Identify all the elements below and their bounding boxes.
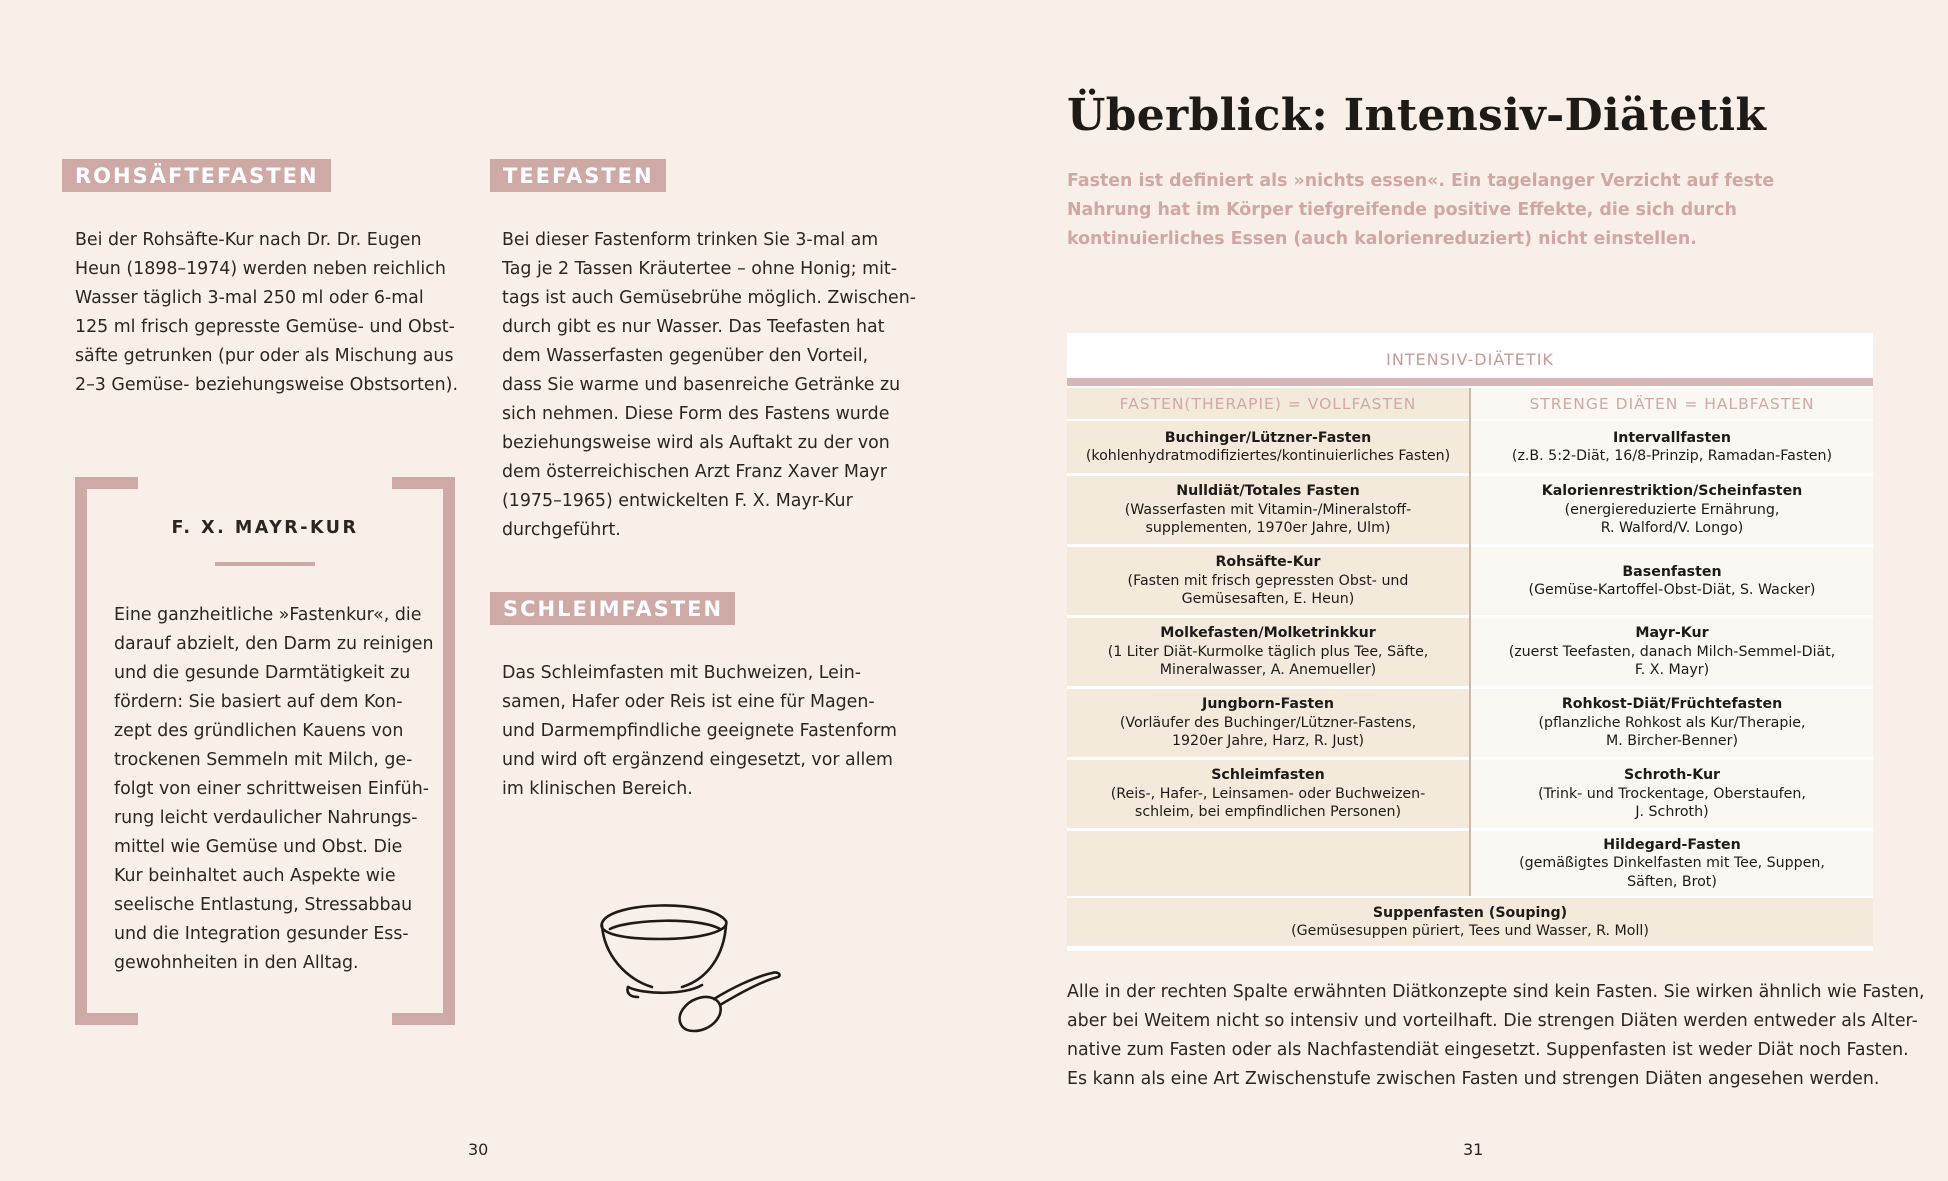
intensiv-diaetetik-table <box>1067 333 1873 951</box>
table-cell-left <box>1067 689 1469 757</box>
column-divider <box>1469 388 1471 896</box>
cell-subtitle: (1 Liter Diät-Kurmolke täglich plus Tee, Säfte, <box>1107 643 1429 660</box>
text-line: native zum Fasten oder als Nachfastendiät eingesetzt. Suppenfasten ist weder Diät noch Fasten. <box>1067 1040 1909 1060</box>
text-line: Tag je 2 Tassen Kräutertee – ohne Honig; mit- <box>502 259 898 279</box>
text-line: sich nehmen. Diese Form des Fastens wurde <box>502 404 890 424</box>
cell-subtitle: (gemäßigtes Dinkelfasten mit Tee, Suppen, <box>1519 855 1825 872</box>
section-label-rohsaeftefasten: ROHSÄFTEFASTEN <box>62 159 331 192</box>
text-line: und die Integration gesunder Ess- <box>114 924 409 944</box>
cell-title: Intervallfasten <box>1612 429 1732 446</box>
cell-subtitle: Mineralwasser, A. Anemueller) <box>1159 662 1377 679</box>
text-line: und wird oft ergänzend eingesetzt, vor allem <box>502 750 894 770</box>
page-number-left: 30 <box>468 1140 489 1159</box>
table-cell-right <box>1471 421 1873 473</box>
table-cell-right <box>1471 831 1873 896</box>
text-line: (1975–1965) entwickelten F. X. Mayr-Kur <box>502 491 853 511</box>
cell-subtitle: (z.B. 5:2-Diät, 16/8-Prinzip, Ramadan-Fasten) <box>1511 448 1833 464</box>
text-line: säfte getrunken (pur oder als Mischung aus <box>75 346 454 366</box>
page-title: Überblick: Intensiv-Diätetik <box>1067 90 1767 141</box>
cell-title: Nulldiät/Totales Fasten <box>1176 483 1360 500</box>
cell-subtitle: schleim, bei empfindlichen Personen) <box>1134 804 1402 821</box>
text-line: und die gesunde Darmtätigkeit zu <box>114 663 411 683</box>
text-line: gewohnheiten in den Alltag. <box>114 953 359 973</box>
mayr-kur-box <box>75 477 455 1025</box>
cell-subtitle: M. Bircher-Benner) <box>1605 733 1739 750</box>
cell-subtitle: (Gemüse-Kartoffel-Obst-Diät, S. Wacker) <box>1528 582 1816 598</box>
right-page <box>974 0 1948 1181</box>
table-cell-right <box>1471 618 1873 686</box>
left-bracket-top <box>75 477 138 489</box>
mayr-kur-title-underline <box>215 562 315 566</box>
column-header-vollfasten: FASTEN(THERAPIE) = VOLLFASTEN <box>1067 388 1469 419</box>
cell-subtitle: (Wasserfasten mit Vitamin-/Mineralstoff- <box>1124 501 1412 518</box>
cell-title: Rohkost-Diät/Früchtefasten <box>1561 696 1783 713</box>
text-line: beziehungsweise wird als Auftakt zu der von <box>502 433 890 453</box>
cell-title: Mayr-Kur <box>1635 625 1709 642</box>
text-line: folgt von einer schrittweisen Einfüh- <box>114 779 430 799</box>
table-cell-right <box>1471 547 1873 615</box>
table-cell-left <box>1067 421 1469 473</box>
text-line: 125 ml frisch gepresste Gemüse- und Obst- <box>75 317 455 337</box>
cell-title: Rohsäfte-Kur <box>1215 554 1321 571</box>
text-line: Fasten ist definiert als »nichts essen«. Ein tagelanger Verzicht auf feste <box>1067 171 1775 191</box>
cell-title: Suppenfasten (Souping) <box>1372 904 1568 921</box>
cell-subtitle: J. Schroth) <box>1635 804 1709 821</box>
section-label-teefasten: TEEFASTEN <box>490 159 666 192</box>
bowl-and-spoon-illustration <box>590 895 790 1040</box>
text-line: tags ist auch Gemüsebrühe möglich. Zwischen- <box>502 288 917 308</box>
cell-subtitle: (Reis-, Hafer-, Leinsamen- oder Buchweizen- <box>1110 785 1426 802</box>
text-line: rung leicht verdaulicher Nahrungs- <box>114 808 418 828</box>
cell-subtitle: (Fasten mit frisch gepressten Obst- und <box>1127 572 1409 589</box>
text-line: mittel wie Gemüse und Obst. Die <box>114 837 403 857</box>
section-label-schleimfasten: SCHLEIMFASTEN <box>490 592 735 625</box>
cell-subtitle: (Vorläufer des Buchinger/Lützner-Fastens, <box>1119 714 1417 731</box>
table-cell-right <box>1471 689 1873 757</box>
cell-subtitle: R. Walford/V. Longo) <box>1600 520 1744 537</box>
text-line: seelische Entlastung, Stressabbau <box>114 895 413 915</box>
table-cell-left <box>1067 547 1469 615</box>
cell-title: Buchinger/Lützner-Fasten <box>1164 429 1372 446</box>
mayr-kur-title: F. X. MAYR-KUR <box>171 518 359 538</box>
table-cell-left <box>1067 760 1469 828</box>
table-cell-left <box>1067 618 1469 686</box>
cell-subtitle: (Gemüsesuppen püriert, Tees und Wasser, R. Moll) <box>1291 923 1649 939</box>
text-line: Bei der Rohsäfte-Kur nach Dr. Dr. Eugen <box>75 230 422 250</box>
text-line: Alle in der rechten Spalte erwähnten Diätkonzepte sind kein Fasten. Sie wirken ähnlich wie Fasten, <box>1067 982 1925 1002</box>
table-cell-right <box>1471 476 1873 544</box>
cell-title: Molkefasten/Molketrinkkur <box>1160 625 1376 642</box>
text-line: kontinuierliches Essen (auch kalorienreduziert) nicht einstellen. <box>1067 229 1697 249</box>
text-line: im klinischen Bereich. <box>502 779 693 799</box>
table-cell-left <box>1067 831 1469 896</box>
text-line: trockenen Semmeln mit Milch, ge- <box>114 750 413 770</box>
text-line: Bei dieser Fastenform trinken Sie 3-mal am <box>502 230 879 250</box>
right-bracket-bottom <box>392 1013 455 1025</box>
rohsaefte-text <box>75 226 458 400</box>
text-line: Es kann als eine Art Zwischenstufe zwischen Fasten und strengen Diäten angesehen werden. <box>1067 1069 1880 1089</box>
intro-text <box>1067 167 1774 254</box>
right-bracket-top <box>392 477 455 489</box>
text-line: Nahrung hat im Körper tiefgreifende positive Effekte, die sich durch <box>1067 200 1737 220</box>
cell-title: Jungborn-Fasten <box>1202 696 1334 713</box>
text-line: Eine ganzheitliche »Fastenkur«, die <box>114 605 422 625</box>
text-line: Kur beinhaltet auch Aspekte wie <box>114 866 396 886</box>
text-line: Das Schleimfasten mit Buchweizen, Lein- <box>502 663 861 683</box>
column-header-halbfasten: STRENGE DIÄTEN = HALBFASTEN <box>1471 388 1873 419</box>
left-bracket-vertical <box>75 477 87 1025</box>
left-bracket-bottom <box>75 1013 138 1025</box>
text-line: dem Wasserfasten gegenüber den Vorteil, <box>502 346 869 366</box>
page-number-right: 31 <box>1463 1140 1484 1159</box>
text-line: 2–3 Gemüse- beziehungsweise Obstsorten). <box>75 375 458 395</box>
text-line: durch gibt es nur Wasser. Das Teefasten hat <box>502 317 885 337</box>
table-cell-left <box>1067 476 1469 544</box>
cell-subtitle: (pflanzliche Rohkost als Kur/Therapie, <box>1538 714 1806 731</box>
cell-subtitle: Gemüsesaften, E. Heun) <box>1181 591 1355 608</box>
cell-subtitle: F. X. Mayr) <box>1634 662 1710 679</box>
text-line: durchgeführt. <box>502 520 621 540</box>
text-line: Wasser täglich 3-mal 250 ml oder 6-mal <box>75 288 424 308</box>
text-line: Heun (1898–1974) werden neben reichlich <box>75 259 446 279</box>
text-line: zept des gründlichen Kauens von <box>114 721 404 741</box>
teefasten-text <box>502 226 916 545</box>
cell-subtitle: supplementen, 1970er Jahre, Ulm) <box>1145 520 1391 537</box>
text-line: darauf abzielt, den Darm zu reinigen <box>114 634 434 654</box>
text-line: samen, Hafer oder Reis ist eine für Magen- <box>502 692 875 712</box>
table-title: INTENSIV-DIÄTETIK <box>1386 350 1554 369</box>
table-footer-row <box>1067 898 1873 946</box>
cell-title: Hildegard-Fasten <box>1603 836 1741 853</box>
text-line: dass Sie warme und basenreiche Getränke zu <box>502 375 901 395</box>
closing-text <box>1067 978 1925 1094</box>
schleimfasten-text <box>502 659 897 804</box>
mayr-kur-text <box>114 601 433 978</box>
text-line: und Darmempfindliche geeignete Fastenform <box>502 721 897 741</box>
table-title-rule <box>1067 378 1873 386</box>
cell-subtitle: Säften, Brot) <box>1627 873 1717 890</box>
right-bracket-vertical <box>443 477 455 1025</box>
cell-subtitle: (energiereduzierte Ernährung, <box>1564 501 1780 518</box>
text-line: dem österreichischen Arzt Franz Xaver Mayr <box>502 462 887 482</box>
cell-title: Basenfasten <box>1622 563 1722 580</box>
cell-subtitle: 1920er Jahre, Harz, R. Just) <box>1171 733 1364 750</box>
text-line: fördern: Sie basiert auf dem Kon- <box>114 692 403 712</box>
table-cell-right <box>1471 760 1873 828</box>
cell-subtitle: (zuerst Teefasten, danach Milch-Semmel-Diät, <box>1508 643 1836 660</box>
cell-title: Kalorienrestriktion/Scheinfasten <box>1541 483 1803 500</box>
cell-subtitle: (kohlenhydratmodifiziertes/kontinuierliches Fasten) <box>1085 448 1451 464</box>
cell-title: Schleimfasten <box>1211 767 1325 784</box>
cell-title: Schroth-Kur <box>1623 767 1721 784</box>
text-line: aber bei Weitem nicht so intensiv und vorteilhaft. Die strengen Diäten werden entweder als Alter- <box>1067 1011 1918 1031</box>
cell-subtitle: (Trink- und Trockentage, Oberstaufen, <box>1538 785 1806 802</box>
